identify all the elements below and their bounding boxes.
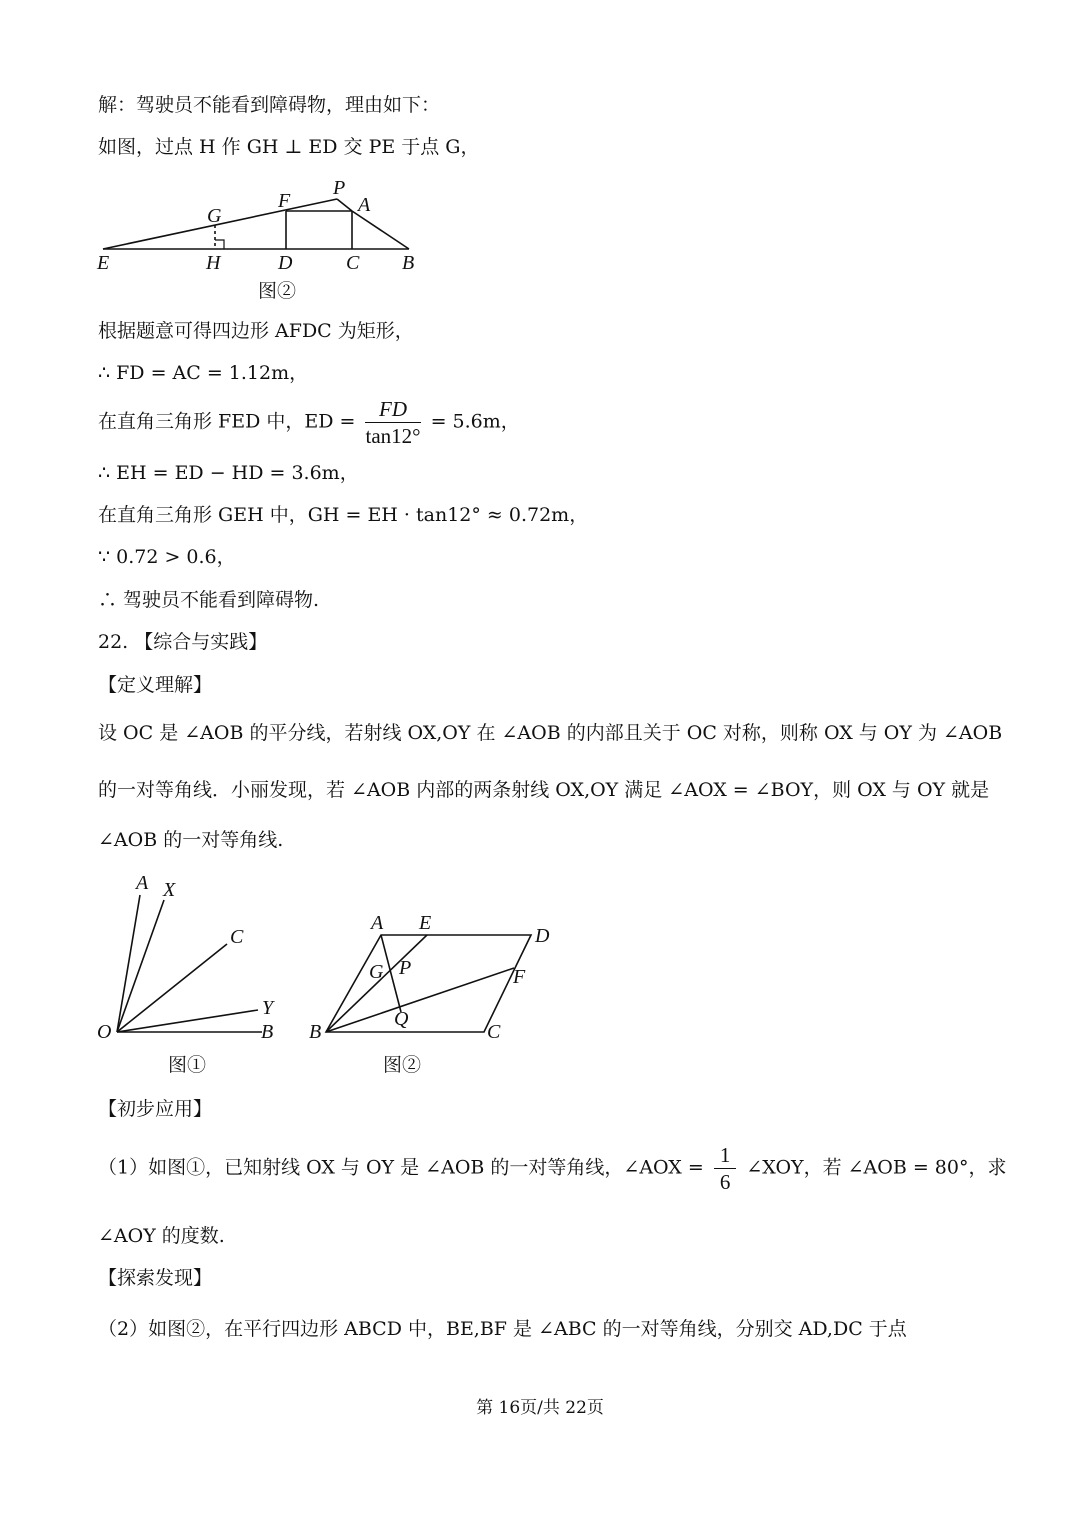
solution-line-9: ∴ 驾驶员不能看到障碍物. (98, 589, 320, 611)
label-C: C (230, 926, 244, 948)
solution-line-3: 根据题意可得四边形 AFDC 为矩形， (98, 320, 414, 342)
definition-line-1: 设 OC 是 ∠AOB 的平分线，若射线 OX,OY 在 ∠AOB 的内部且关于 OC 对称，则称 OX 与 OY 为 ∠AOB (98, 722, 1003, 744)
label-F: F (513, 966, 526, 988)
label-G: G (369, 961, 384, 983)
label-P: P (333, 177, 346, 199)
label-B: B (402, 252, 415, 274)
definition-line-3: ∠AOB 的一对等角线. (98, 829, 284, 851)
section-application: 【初步应用】 (98, 1098, 213, 1120)
problem-1-prefix: （1）如图①，已知射线 OX 与 OY 是 ∠AOB 的一对等角线，∠AOX = (98, 1156, 704, 1179)
label-H: H (206, 252, 221, 274)
section-explore: 【探索发现】 (98, 1267, 213, 1289)
label-Y: Y (262, 997, 274, 1019)
label-A: A (358, 194, 371, 216)
solution-line-1: 解：驾驶员不能看到障碍物，理由如下： (98, 94, 441, 116)
label-O: O (97, 1021, 112, 1043)
solution-line-2: 如图，过点 H 作 GH ⊥ ED 交 PE 于点 G， (98, 136, 480, 158)
label-G: G (207, 205, 222, 227)
label-B: B (309, 1021, 322, 1043)
problem-1-suffix: ∠XOY，若 ∠AOB = 80°，求 (746, 1156, 1007, 1179)
problem-1-line-1 (98, 1142, 1007, 1195)
problem-2-line-1: （2）如图②，在平行四边形 ABCD 中，BE,BF 是 ∠ABC 的一对等角线，分别交 AD,DC 于点 (98, 1318, 907, 1340)
label-C: C (346, 252, 360, 274)
definition-line-2: 的一对等角线．小丽发现，若 ∠AOB 内部的两条射线 OX,OY 满足 ∠AOX = ∠BOY，则 OX 与 OY 就是 (98, 779, 990, 801)
eq-prefix: 在直角三角形 FED 中，ED = (98, 410, 356, 433)
label-P: P (399, 957, 412, 979)
label-D: D (535, 925, 550, 947)
label-B: B (261, 1021, 274, 1043)
fraction-denominator: 6 (719, 1170, 731, 1194)
fraction-denominator: tan12° (365, 424, 421, 448)
question-22-title: 22. 【综合与实践】 (98, 631, 268, 653)
solution-line-4: ∴ FD = AC = 1.12m， (98, 362, 309, 384)
label-F: F (278, 190, 291, 212)
label-A: A (136, 872, 149, 894)
solution-line-8: ∵ 0.72 > 0.6， (98, 546, 236, 568)
fraction-numerator: 1 (714, 1142, 737, 1169)
label-D: D (278, 252, 293, 274)
figure-2-caption: 图② (383, 1054, 422, 1076)
eq-suffix: = 5.6m， (430, 410, 520, 433)
label-C: C (487, 1021, 501, 1043)
section-definition: 【定义理解】 (98, 674, 213, 696)
page-footer: 第 16页/共 22页 (476, 1398, 604, 1418)
figure-1-caption: 图① (168, 1054, 207, 1076)
fraction (714, 1142, 737, 1195)
label-A: A (371, 912, 384, 934)
label-E: E (97, 252, 110, 274)
label-E: E (419, 912, 432, 934)
solution-line-6: ∴ EH = ED − HD = 3.6m， (98, 462, 359, 484)
fraction-numerator: FD (365, 396, 420, 423)
problem-1-line-2: ∠AOY 的度数. (98, 1225, 225, 1247)
label-Q: Q (394, 1008, 409, 1030)
solution-line-7: 在直角三角形 GEH 中，GH = EH · tan12° ≈ 0.72m， (98, 504, 589, 526)
label-X: X (163, 879, 176, 901)
figure-caption: 图② (258, 280, 297, 302)
